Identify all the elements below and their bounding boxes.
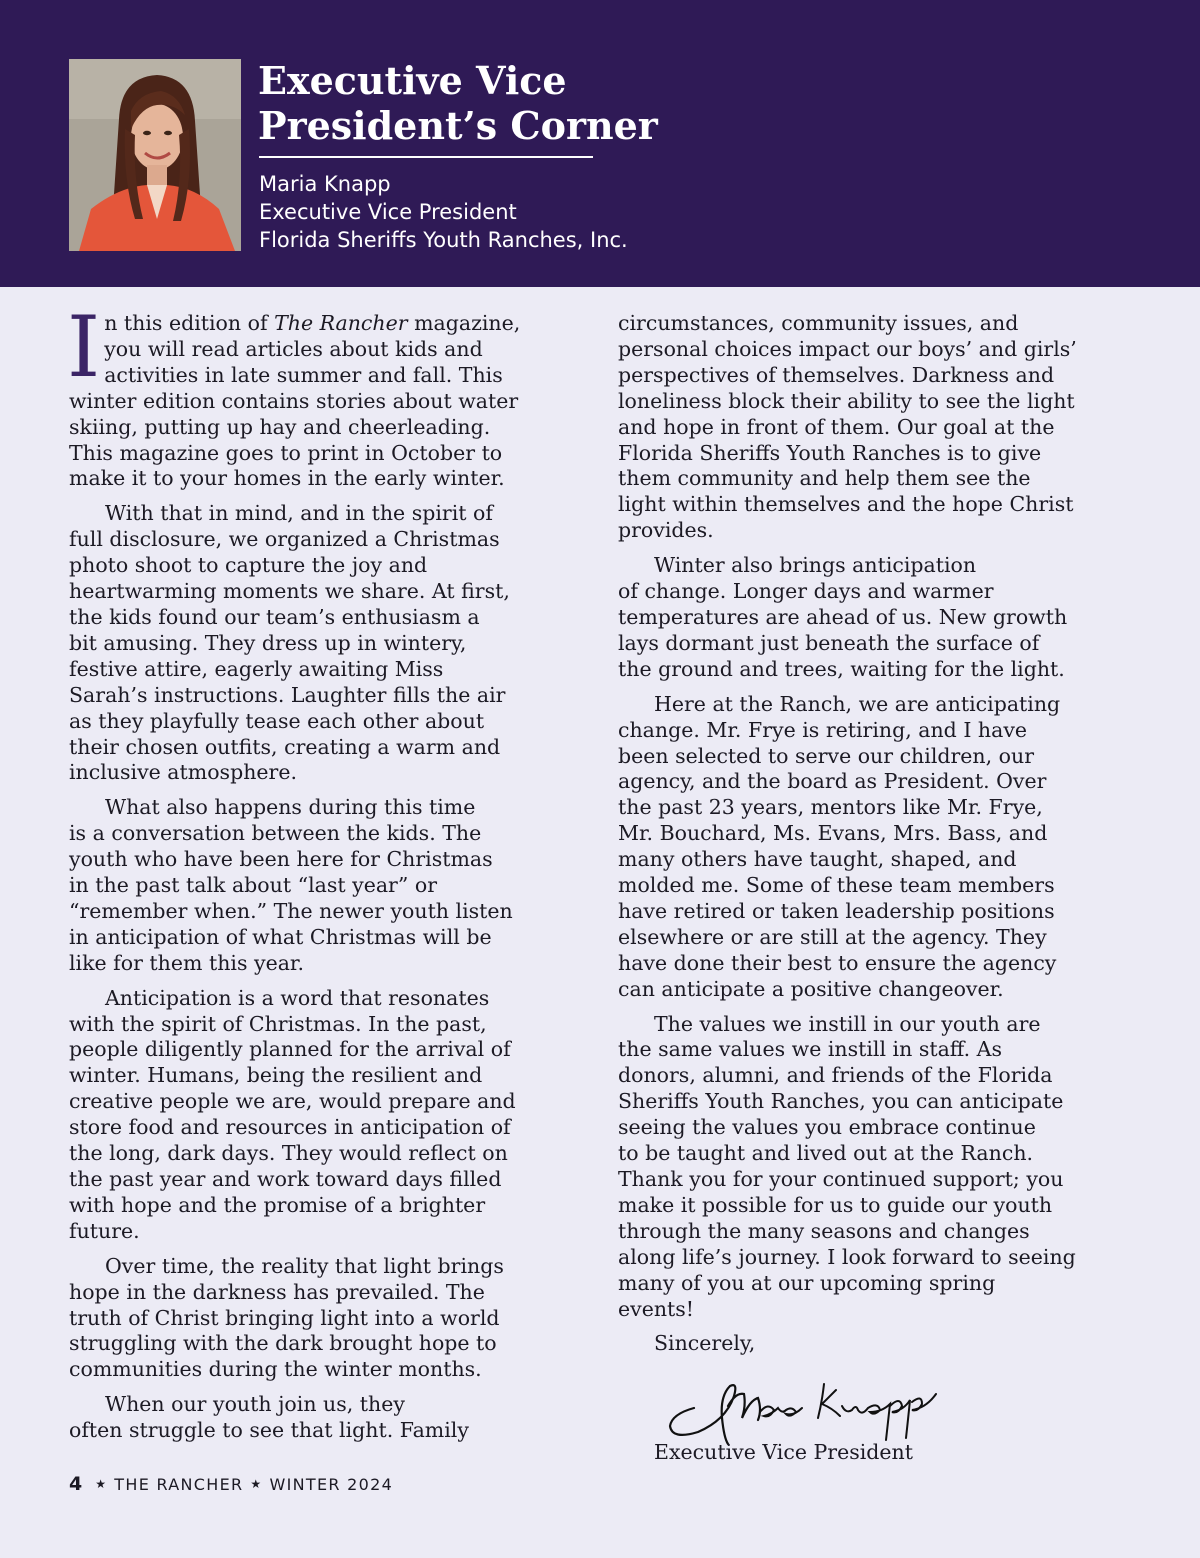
article-column-left <box>67 298 574 1453</box>
title-line-2: President’s Corner <box>258 103 658 148</box>
article-column-right <box>618 311 1134 1466</box>
page-footer <box>69 1473 393 1495</box>
article-paragraph: The values we instill in our youth are the same values we instill in staff. As donors, alumni, and friends of the Florida Sheriffs Youth Ranches, you can anticipate seeing the values you embrace continue to be taught and lived out at the Ranch. Thank you for your continued support; you make it possible for us to guide our youth through the many seasons and changes along life’s journey. I look forward to seeing many of you at our upcoming spring events! <box>618 1011 1076 1321</box>
issue-label: WINTER 2024 <box>269 1475 394 1494</box>
page-title <box>258 58 818 148</box>
page-number: 4 <box>69 1473 83 1495</box>
signature-lettering: Maria Knapp <box>664 1366 671 1368</box>
article-paragraph: Anticipation is a word that resonates with the spirit of Christmas. In the past, people diligently planned for the arrival of winter. Humans, being the resilient and creative people we are, would prepare and store food and resources in anticipation of the long, dark days. They would reflect on the past year and work toward days filled with hope and the promise of a brighter future. <box>69 985 516 1243</box>
portrait-illustration <box>69 59 241 251</box>
closing-salutation: Sincerely, <box>654 1331 756 1356</box>
article-paragraph: What also happens during this time is a conversation between the kids. The youth who have been here for Christmas in the past talk about “last year” or “remember when.” The newer youth listen in anticipation of what Christmas will be like for them this year. <box>69 795 513 975</box>
publication-name: THE RANCHER <box>114 1475 244 1494</box>
article-paragraph: With that in mind, and in the spirit of full disclosure, we organized a Christmas photo shoot to capture the joy and heartwarming moments we share. At first, the kids found our team’s enthusiasm a bit amusing. They dress up in wintery, festive attire, eagerly awaiting Miss Sarah’s instructions. Laughter fills the air as they playfully tease each other about their chosen outfits, creating a warm and inclusive atmosphere. <box>69 501 510 785</box>
article-paragraph: When our youth join us, they often struggle to see that light. Family <box>69 1392 469 1443</box>
handwritten-signature <box>664 1366 954 1446</box>
paragraph-text: magazine, you will read articles about kids and activities in late summer and fall. This winter edition contains stories about water skiing, putting up hay and cheerleading. This magazine goes to print in October to make it to your homes in the early winter. <box>69 311 521 491</box>
author-organization: Florida Sheriffs Youth Ranches, Inc. <box>259 228 628 252</box>
paragraph-text: n this edition of <box>104 311 275 335</box>
article-paragraph: circumstances, community issues, and personal choices impact our boys’ and girls’ perspectives of themselves. Darkness and loneliness block their ability to see the light and hope in front of them. Our goal at the Florida Sheriffs Youth Ranches is to give them community and help them see the light within themselves and the hope Christ provides. <box>618 311 1077 543</box>
magazine-title: The Rancher <box>274 311 408 335</box>
star-icon: ★ <box>95 1477 108 1491</box>
author-photo <box>69 59 241 251</box>
article-paragraph <box>67 298 574 492</box>
drop-cap: I <box>67 298 101 396</box>
article-paragraph: Here at the Ranch, we are anticipating change. Mr. Frye is retiring, and I have been selected to serve our children, our agency, and the board as President. Over the past 23 years, mentors like Mr. Frye, Mr. Bouchard, Ms. Evans, Mrs. Bass, and many others have taught, shaped, and molded me. Some of these team members have retired or taken leadership positions elsewhere or are still at the agency. They have done their best to ensure the agency can anticipate a positive changeover. <box>618 691 1061 1001</box>
byline <box>259 170 628 254</box>
header-banner <box>0 0 1200 287</box>
signer-title: Executive Vice President <box>654 1440 913 1465</box>
author-role: Executive Vice President <box>259 200 517 224</box>
article-paragraph: Winter also brings anticipation of change. Longer days and warmer temperatures are ahead of us. New growth lays dormant just beneath the surface of the ground and trees, waiting for the light. <box>618 553 1068 681</box>
title-divider <box>259 156 593 158</box>
author-name: Maria Knapp <box>259 172 391 196</box>
title-line-1: Executive Vice <box>258 58 567 103</box>
star-icon: ★ <box>250 1477 263 1491</box>
article-paragraph: Over time, the reality that light brings hope in the darkness has prevailed. The truth of Christ bringing light into a world struggling with the dark brought hope to communities during the winter months. <box>69 1253 504 1382</box>
